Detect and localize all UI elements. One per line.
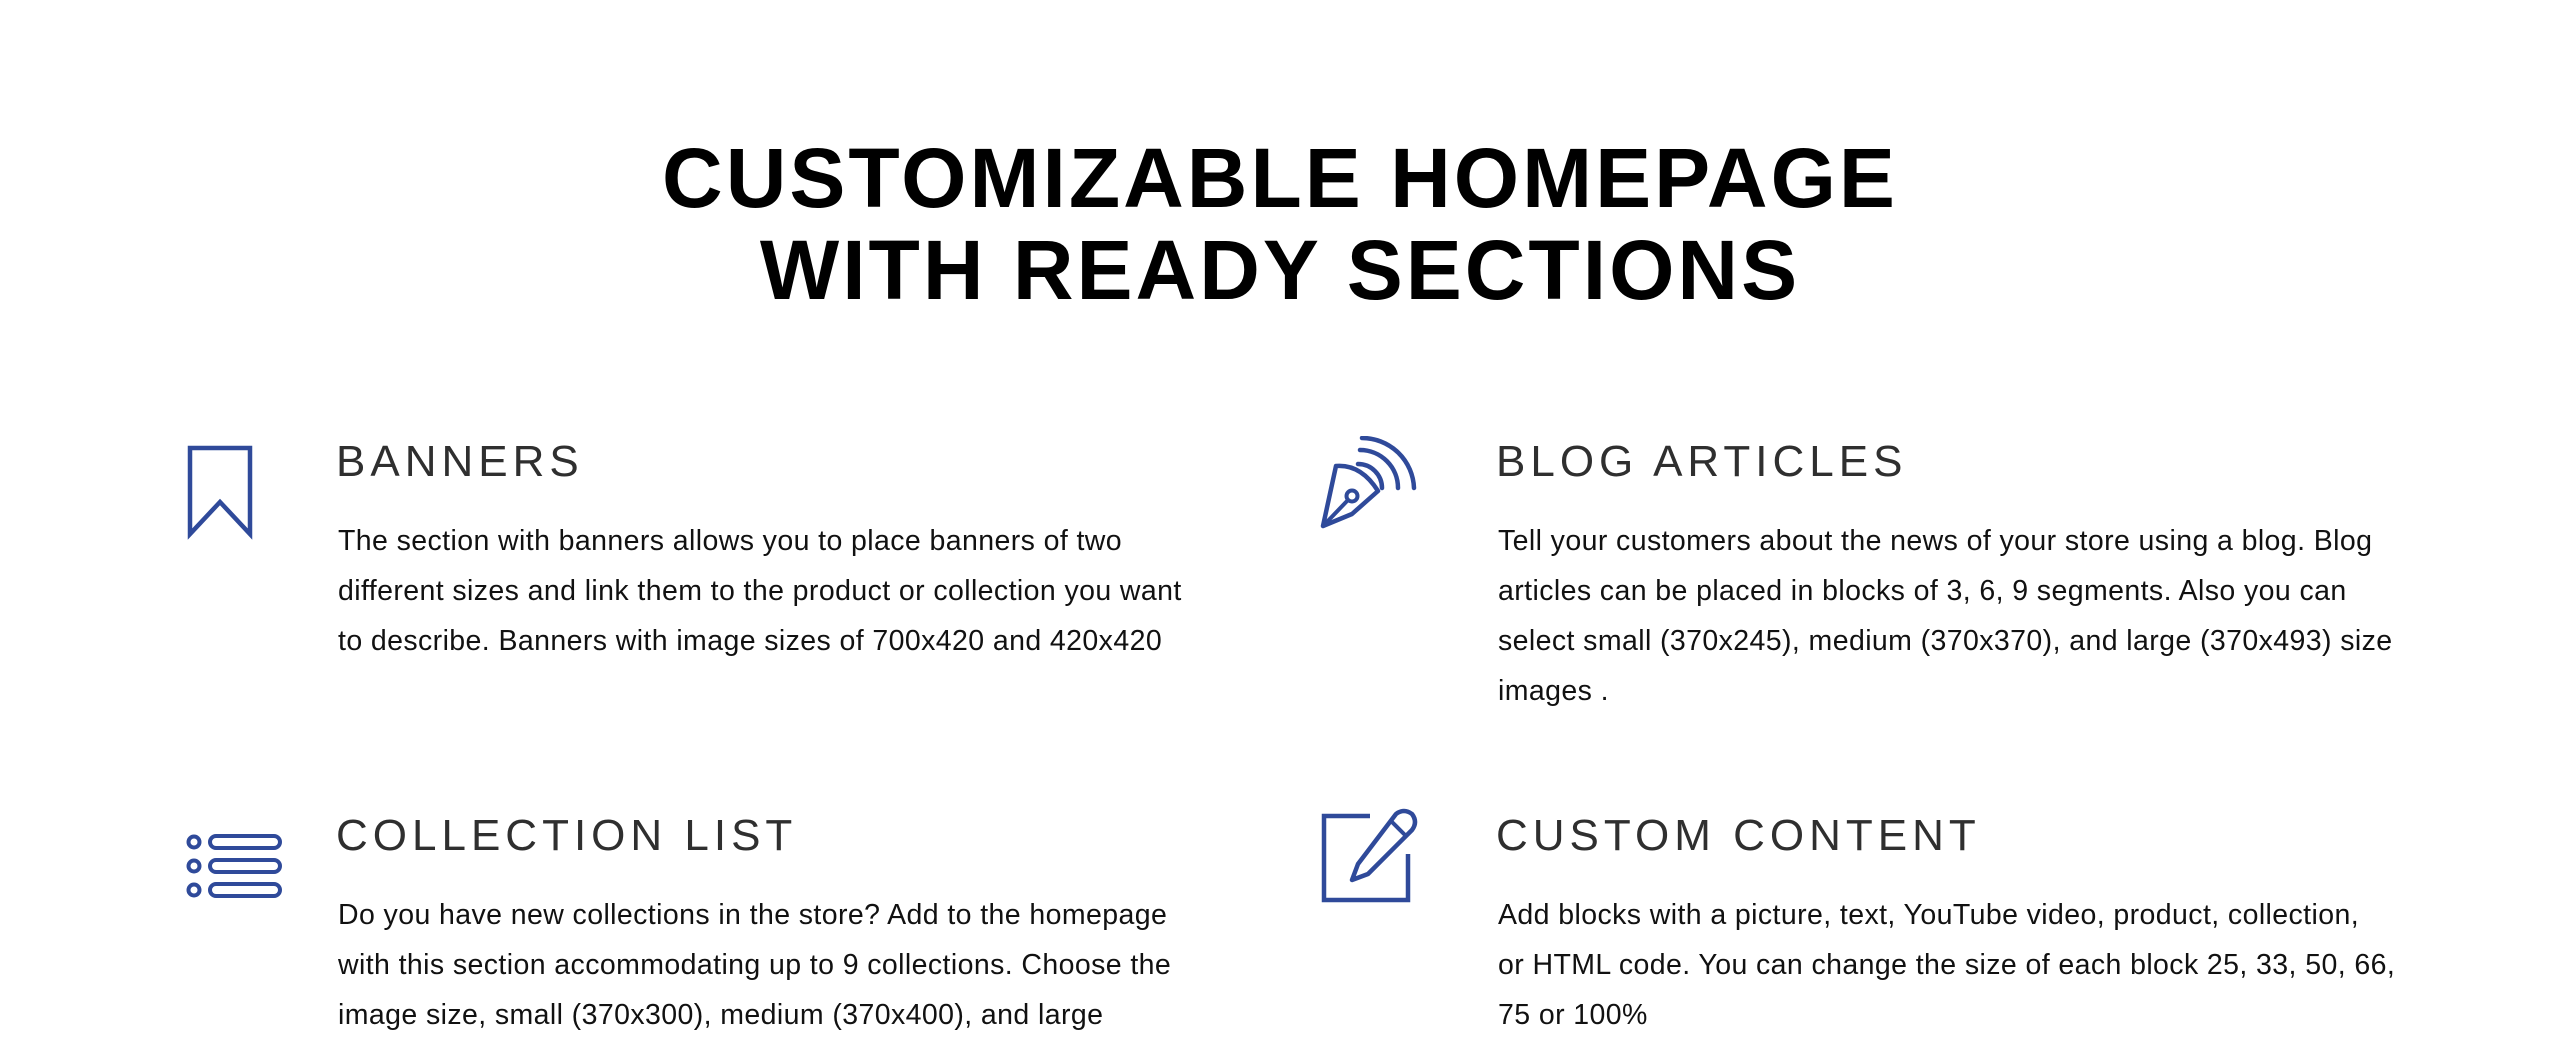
collection-list-description-line: with this section accommodating up to 9 collections. Choose the xyxy=(338,949,1172,981)
blog-articles-description-line: articles can be placed in blocks of 3, 6, 9 segments. Also you can xyxy=(1498,575,2347,607)
blog-articles-description-line: Tell your customers about the news of your store using a blog. Blog xyxy=(1498,525,2373,557)
custom-content-description-line: 75 or 100% xyxy=(1498,999,1648,1031)
custom-content-description-line: Add blocks with a picture, text, YouTube video, product, collection, xyxy=(1498,899,2360,931)
custom-content-description xyxy=(1498,890,2395,1040)
custom-content-description-line: or HTML code. You can change the size of each block 25, 33, 50, 66, xyxy=(1498,949,2396,981)
banners-description-line: The section with banners allows you to place banners of two xyxy=(338,525,1123,557)
collection-list-description-line: Do you have new collections in the store? Add to the homepage xyxy=(338,899,1168,931)
banners-description xyxy=(338,516,1182,666)
collection-list-description-line: image size, small (370x300), medium (370x400), and large xyxy=(338,999,1104,1031)
blog-articles-heading: BLOG ARTICLES xyxy=(1496,437,1908,486)
banners-description-line: different sizes and link them to the product or collection you want xyxy=(338,575,1182,607)
edit-icon xyxy=(1316,808,1426,918)
collection-list-description xyxy=(338,890,1171,1040)
blog-articles-description xyxy=(1498,516,2393,716)
banners-description-line: to describe. Banners with image sizes of 700x420 and 420x420 xyxy=(338,625,1163,657)
list-icon xyxy=(180,816,290,926)
page-title-line-2: WITH READY SECTIONS xyxy=(759,223,1801,317)
blog-articles-description-line: select small (370x245), medium (370x370), and large (370x493) size xyxy=(1498,625,2393,657)
page-title-line-1: CUSTOMIZABLE HOMEPAGE xyxy=(662,131,1898,225)
collection-list-heading: COLLECTION LIST xyxy=(336,811,798,860)
page-title xyxy=(0,132,2560,316)
custom-content-heading: CUSTOM CONTENT xyxy=(1496,811,1981,860)
banners-heading: BANNERS xyxy=(336,437,584,486)
pen-nib-icon xyxy=(1316,436,1426,546)
bookmark-icon xyxy=(180,438,290,548)
blog-articles-description-line: images . xyxy=(1498,675,1609,707)
